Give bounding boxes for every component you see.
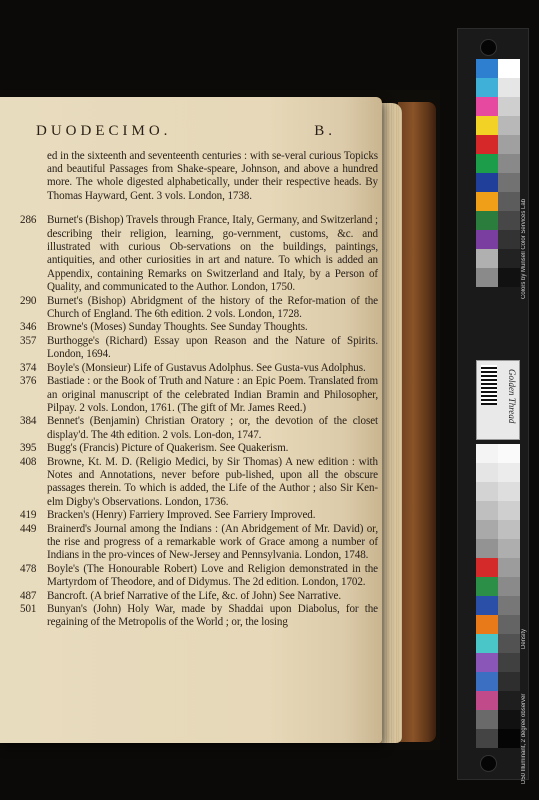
book-cover-edge xyxy=(398,102,436,742)
gray-patch xyxy=(498,192,520,211)
entry-number: 419 xyxy=(20,509,37,522)
color-swatch xyxy=(476,634,498,653)
strip-hole-top xyxy=(480,39,497,56)
catalogue-entry xyxy=(20,590,378,603)
catalogue-entry xyxy=(20,335,378,362)
gray-patch xyxy=(498,482,520,501)
color-swatch xyxy=(476,154,498,173)
entry-number: 290 xyxy=(20,294,37,307)
color-swatch xyxy=(476,78,498,97)
running-head-letter: B. xyxy=(314,123,336,139)
color-swatch xyxy=(476,463,498,482)
color-swatch xyxy=(476,230,498,249)
catalogue-entry xyxy=(20,375,378,415)
gray-patch xyxy=(498,672,520,691)
color-swatch xyxy=(476,173,498,192)
entry-number: 395 xyxy=(20,442,37,455)
gray-patch xyxy=(498,577,520,596)
entry-number: 501 xyxy=(20,603,37,615)
catalogue-entry xyxy=(20,442,378,455)
color-swatches-top xyxy=(476,59,498,287)
color-swatch xyxy=(476,59,498,78)
entry-number: 357 xyxy=(20,334,37,347)
gray-patch xyxy=(498,596,520,615)
gray-patch xyxy=(498,558,520,577)
catalogue-entry xyxy=(20,603,378,630)
gray-scale-top xyxy=(498,59,520,287)
entry-text: Boyle's (Monsieur) Life of Gustavus Adolphus. See Gusta-vus Adolphus. xyxy=(47,361,366,374)
entry-text: Bunyan's (John) Holy War, made by Shaddai upon Diabolus, for the regaining of the Metropolis of the World ; or, the losing xyxy=(47,603,378,629)
gray-patch xyxy=(498,501,520,520)
target-label: Golden Thread xyxy=(507,369,517,424)
entry-text: Brainerd's Journal among the Indians : (An Abridgement of Mr. David) or, the rise and progress of a remarkable work of Grace among a number of Indians in the pro-vinces of New-Jersey and Pennsylvania. London, 1748. xyxy=(47,522,378,562)
gray-patch xyxy=(498,211,520,230)
catalogue-entry xyxy=(20,214,378,294)
color-swatch xyxy=(476,577,498,596)
entry-number: 286 xyxy=(20,214,37,227)
entry-number: 384 xyxy=(20,415,37,428)
strip-label-bottom: D50 Illuminant, 2 degree observer xyxy=(521,693,527,784)
entry-text: Burthogge's (Richard) Essay upon Reason and the Nature of Spirits. London, 1694. xyxy=(47,334,378,361)
catalogue-entry xyxy=(20,295,378,322)
gray-patch xyxy=(498,154,520,173)
running-head-title: DUODECIMO. xyxy=(36,123,172,139)
gray-patch xyxy=(498,615,520,634)
gray-patch xyxy=(498,539,520,558)
color-swatch xyxy=(476,691,498,710)
color-swatch xyxy=(476,672,498,691)
gray-patch xyxy=(498,463,520,482)
color-swatch xyxy=(476,501,498,520)
gray-patch xyxy=(498,78,520,97)
gray-patch xyxy=(498,653,520,672)
entry-text: Burnet's (Bishop) Abridgment of the history of the Refor-mation of the Church of England. The 6th edition. 2 vols. London, 1728. xyxy=(47,294,378,321)
catalogue-entry xyxy=(20,509,378,522)
color-swatch xyxy=(476,729,498,748)
gray-patch xyxy=(498,268,520,287)
color-swatch xyxy=(476,116,498,135)
catalogue-entry xyxy=(20,321,378,334)
entry-number: 478 xyxy=(20,562,37,575)
gray-patch xyxy=(498,634,520,653)
strip-hole-bottom xyxy=(480,755,497,772)
color-swatches-bottom xyxy=(476,444,498,748)
catalogue-entry xyxy=(20,362,378,375)
color-swatch xyxy=(476,482,498,501)
catalogue-entry xyxy=(20,563,378,590)
catalogue-entry xyxy=(20,456,378,510)
entry-number: 449 xyxy=(20,522,37,535)
strip-label-top: Colors by Munsell Color Services Lab xyxy=(521,198,527,299)
gray-patch xyxy=(498,691,520,710)
gray-patch xyxy=(498,710,520,729)
color-swatch xyxy=(476,539,498,558)
entry-number: 487 xyxy=(20,589,37,602)
catalogue-entry xyxy=(20,415,378,442)
entry-text: Bracken's (Henry) Farriery Improved. See Farriery Improved. xyxy=(47,509,316,522)
gray-patch xyxy=(498,97,520,116)
gray-patch xyxy=(498,729,520,748)
strip-label-density: Density xyxy=(521,628,527,649)
entry-text: Boyle's (The Honourable Robert) Love and Religion demonstrated in the Martyrdom of Theodore, and of Didymus. The 2d edition. London, 1702. xyxy=(47,562,378,589)
running-head xyxy=(20,125,378,138)
color-swatch xyxy=(476,615,498,634)
entry-text: ed in the sixteenth and seventeenth centuries : with se-veral curious Topicks and beautiful Passages from Shake-speare, Johnson, and above a hundred more. The whole digested alphabetically, under their respective heads. By Thomas Hayward, Gent. 3 vols. London, 1738. xyxy=(47,149,378,202)
entry-text: Bennet's (Benjamin) Christian Oratory ; or, the devotion of the closet display'd. The 4th edition. 2 vols. Lon-don, 1747. xyxy=(47,415,378,441)
resolution-target xyxy=(476,360,520,440)
catalogue-entry xyxy=(20,150,378,204)
entry-text: Browne's (Moses) Sunday Thoughts. See Sunday Thoughts. xyxy=(47,321,308,334)
gray-scale-bottom xyxy=(498,444,520,748)
entry-number: 374 xyxy=(20,361,37,374)
color-swatch xyxy=(476,558,498,577)
page-text xyxy=(20,125,378,630)
gray-patch xyxy=(498,173,520,192)
gray-patch xyxy=(498,116,520,135)
color-swatch xyxy=(476,444,498,463)
gray-patch xyxy=(498,59,520,78)
catalogue-entry xyxy=(20,523,378,563)
entry-text: Burnet's (Bishop) Travels through France, Italy, Germany, and Switzerland ; describing their religion, learning, go-vernment, customs, &c. and illustrated with curious Ob-servations on the buildings, paintings, antiquities, and other curiosities in art and nature. To which is added an Appendix, containing Remarks on Switzerland and Italy, by a Person of Quality, and communicated to the Author. London, 1750. xyxy=(47,214,378,294)
entry-text: Bastiade : or the Book of Truth and Nature : an Epic Poem. Translated from an original manuscript of the celebrated Indian Bramin and Philosopher, Pilpay. 2 vols. London, 1761. (The gift of Mr. James Reed.) xyxy=(47,375,378,414)
entry-text: Browne, Kt. M. D. (Religio Medici, by Sir Thomas) A new edition : with Notes and Annotations, never before pub-lished, upon all the obscure passages therein. To which is added, the Life of the Author ; also Sir Ken-elm Digby's Observations. London, 1736. xyxy=(47,455,378,508)
catalogue-entries xyxy=(20,150,378,630)
gray-patch xyxy=(498,249,520,268)
entry-number: 408 xyxy=(20,455,37,468)
gray-patch xyxy=(498,230,520,249)
entry-text: Bancroft. (A brief Narrative of the Life, &c. of John) See Narrative. xyxy=(47,589,342,602)
color-swatch xyxy=(476,135,498,154)
entry-number: 376 xyxy=(20,375,37,388)
gray-patch xyxy=(498,520,520,539)
color-swatch xyxy=(476,268,498,287)
gray-patch xyxy=(498,444,520,463)
color-swatch xyxy=(476,211,498,230)
entry-number: 346 xyxy=(20,321,37,334)
color-swatch xyxy=(476,596,498,615)
entry-text: Bugg's (Francis) Picture of Quakerism. See Quakerism. xyxy=(47,442,289,455)
resolution-bars xyxy=(481,365,497,405)
color-swatch xyxy=(476,249,498,268)
color-swatch xyxy=(476,710,498,729)
color-swatch xyxy=(476,520,498,539)
gray-patch xyxy=(498,135,520,154)
color-swatch xyxy=(476,653,498,672)
color-swatch xyxy=(476,192,498,211)
color-swatch xyxy=(476,97,498,116)
